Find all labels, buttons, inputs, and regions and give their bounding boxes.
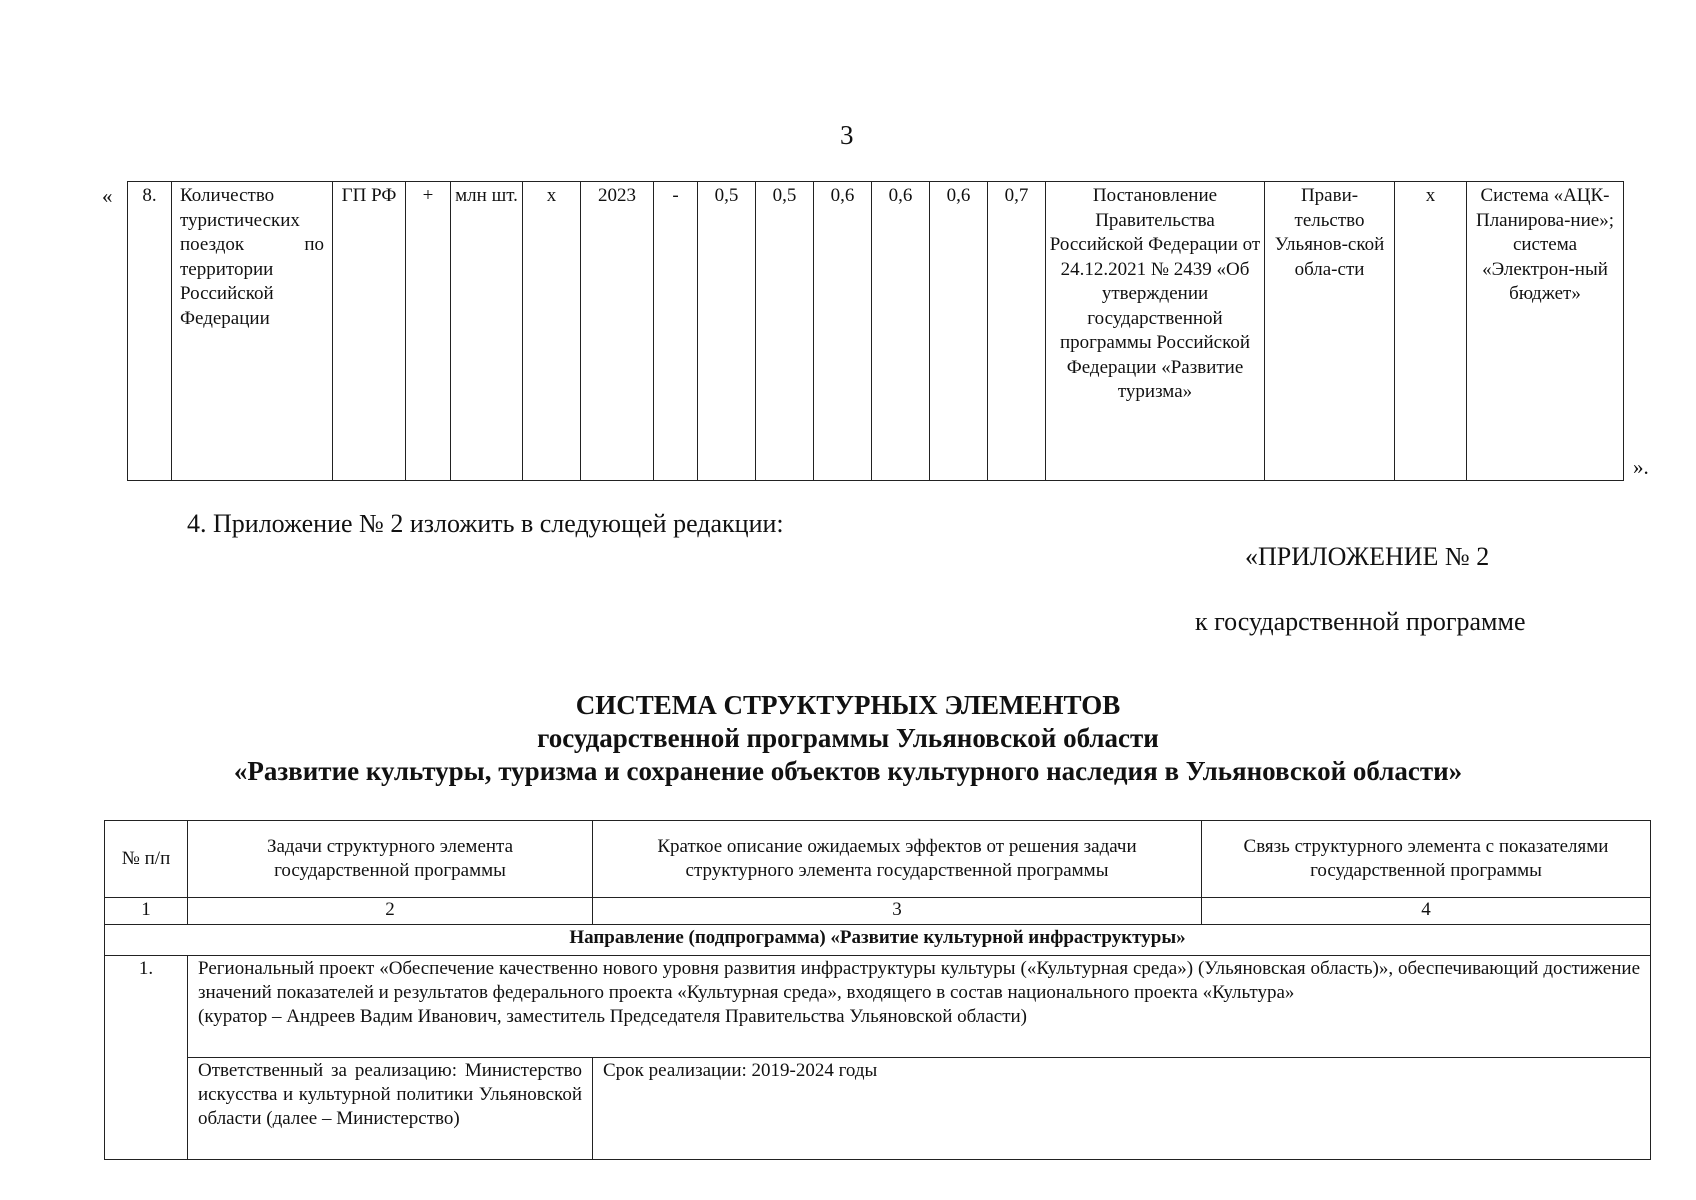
project-row	[105, 956, 1651, 1058]
indicator-sign: +	[406, 182, 451, 481]
indicator-value: 0,6	[814, 182, 872, 481]
header-cell: Задачи структурного элемента государственной программы	[188, 821, 593, 898]
project-description: Региональный проект «Обеспечение качественно нового уровня развития инфраструктуры культуры («Культурная среда») (Ульяновская область)», обеспечивающий достижение значений показателей и результатов федерального проекта «Культурная среда», входящего в состав национального проекта «Культура»	[198, 958, 1640, 1003]
project-term: Срок реализации: 2019-2024 годы	[593, 1058, 1651, 1160]
appendix-title: «ПРИЛОЖЕНИЕ № 2	[1245, 542, 1490, 571]
header-cell: Связь структурного элемента с показателями государственной программы	[1202, 821, 1651, 898]
closing-quote: ».	[1633, 455, 1649, 479]
indicator-dash: -	[654, 182, 698, 481]
project-details-row	[105, 1058, 1651, 1160]
indicator-system: Система «АЦК-Планирова-ние»; система «Электрон-ный бюджет»	[1467, 182, 1624, 481]
indicator-name: Количество туристических поездок по территории Российской Федерации	[172, 182, 333, 481]
indicator-base-year: 2023	[581, 182, 654, 481]
indicator-row	[128, 182, 1624, 481]
indicator-value: 0,7	[988, 182, 1046, 481]
indicator-value: 0,6	[930, 182, 988, 481]
heading-line-3: «Развитие культуры, туризма и сохранение объектов культурного наследия в Ульяновской области»	[233, 756, 1463, 786]
project-description-cell	[188, 956, 1651, 1058]
indicator-cell-x: х	[1395, 182, 1467, 481]
project-curator: (куратор – Андреев Вадим Иванович, заместитель Председателя Правительства Ульяновской области)	[198, 1006, 1028, 1027]
indicator-number: 8.	[128, 182, 172, 481]
indicator-level: ГП РФ	[333, 182, 406, 481]
structural-elements-table	[104, 820, 1651, 1160]
column-number: 2	[188, 898, 593, 925]
header-cell: № п/п	[105, 821, 188, 898]
document-heading	[0, 689, 1696, 788]
instruction-text: 4. Приложение № 2 изложить в следующей редакции:	[187, 509, 784, 538]
column-number: 3	[593, 898, 1202, 925]
indicator-value: 0,5	[756, 182, 814, 481]
indicator-responsible: Прави-тельство Ульянов-ской обла-сти	[1265, 182, 1395, 481]
indicator-cell-x: х	[523, 182, 581, 481]
project-number: 1.	[105, 956, 188, 1160]
direction-row	[105, 925, 1651, 956]
heading-line-2: государственной программы Ульяновской области	[537, 723, 1159, 753]
table-header-row	[105, 821, 1651, 898]
indicator-unit: млн шт.	[451, 182, 523, 481]
column-number: 4	[1202, 898, 1651, 925]
header-cell: Краткое описание ожидаемых эффектов от решения задачи структурного элемента государственной программы	[593, 821, 1202, 898]
indicator-value: 0,6	[872, 182, 930, 481]
column-number-row	[105, 898, 1651, 925]
page-number: 3	[840, 120, 854, 150]
column-number: 1	[105, 898, 188, 925]
direction-title: Направление (подпрограмма) «Развитие культурной инфраструктуры»	[105, 925, 1651, 956]
appendix-subtitle: к государственной программе	[1195, 607, 1526, 636]
indicator-table	[127, 181, 1624, 481]
project-responsible: Ответственный за реализацию: Министерство искусства и культурной политики Ульяновской области (далее – Министерство)	[188, 1058, 593, 1160]
heading-line-1: СИСТЕМА СТРУКТУРНЫХ ЭЛЕМЕНТОВ	[575, 690, 1121, 720]
opening-quote: «	[102, 184, 113, 208]
indicator-value: 0,5	[698, 182, 756, 481]
indicator-document: Постановление Правительства Российской Федерации от 24.12.2021 № 2439 «Об утверждении государственной программы Российской Федерации «Развитие туризма»	[1046, 182, 1265, 481]
